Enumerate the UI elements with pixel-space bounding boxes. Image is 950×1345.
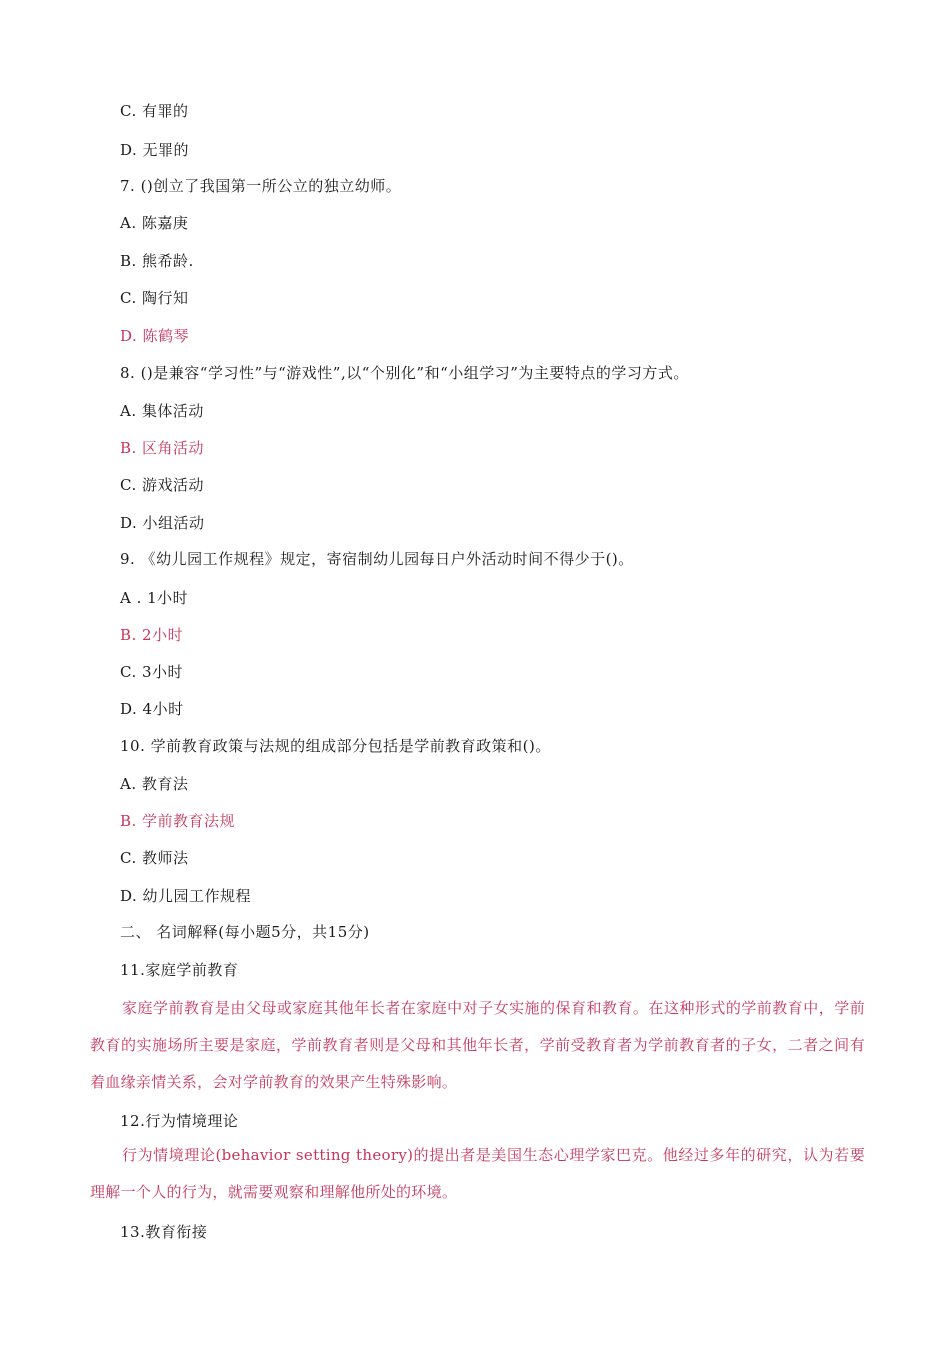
answer-12-paragraph: 行为情境理论(behavior setting theory)的提出者是美国生态心理学家巴克。他经过多年的研究，认为若要理解一个人的行为，就需要观察和理解他所处的环境。: [90, 1146, 865, 1201]
option-a-q8: A. 集体活动: [120, 402, 204, 420]
option-b-q10-answer: B. 学前教育法规: [120, 812, 236, 830]
option-c-q10: C. 教师法: [120, 849, 189, 867]
question-12: 12.行为情境理论: [120, 1112, 239, 1130]
option-a-q7: A. 陈嘉庚: [120, 214, 189, 232]
question-11: 11.家庭学前教育: [120, 961, 239, 979]
option-c-q6: C. 有罪的: [120, 102, 189, 120]
option-d-q9: D. 4小时: [120, 700, 184, 718]
option-a-q10: A. 教育法: [120, 775, 189, 793]
option-a-q9: A . 1小时: [120, 589, 189, 607]
option-c-q7: C. 陶行知: [120, 289, 189, 307]
question-13: 13.教育衔接: [120, 1223, 208, 1241]
option-d-q10: D. 幼儿园工作规程: [120, 887, 252, 905]
question-7: 7. ()创立了我国第一所公立的独立幼师。: [120, 177, 402, 195]
option-c-q9: C. 3小时: [120, 663, 184, 681]
option-d-q8: D. 小组活动: [120, 514, 205, 532]
option-d-q6: D. 无罪的: [120, 141, 190, 159]
option-c-q8: C. 游戏活动: [120, 476, 204, 494]
option-d-q7-answer: D. 陈鹤琴: [120, 327, 190, 345]
option-b-q8-answer: B. 区角活动: [120, 439, 205, 457]
option-b-q7: B. 熊希龄.: [120, 252, 194, 270]
question-9: 9. 《幼儿园工作规程》规定，寄宿制幼儿园每日户外活动时间不得少于()。: [120, 550, 634, 568]
question-10: 10. 学前教育政策与法规的组成部分包括是学前教育政策和()。: [120, 737, 551, 755]
section-heading-2: 二、 名词解释(每小题5分，共15分): [120, 923, 370, 941]
answer-11-paragraph: 家庭学前教育是由父母或家庭其他年长者在家庭中对子女实施的保育和教育。在这种形式的学前教育中，学前教育的实施场所主要是家庭，学前教育者则是父母和其他年长者，学前受教育者为学前教育者的子女，二者之间有着血缘亲情关系，会对学前教育的效果产生特殊影响。: [90, 999, 865, 1091]
option-b-q9-answer: B. 2小时: [120, 626, 184, 644]
question-8: 8. ()是兼容“学习性”与“游戏性”,以“个别化”和“小组学习”为主要特点的学习方式。: [120, 364, 689, 382]
